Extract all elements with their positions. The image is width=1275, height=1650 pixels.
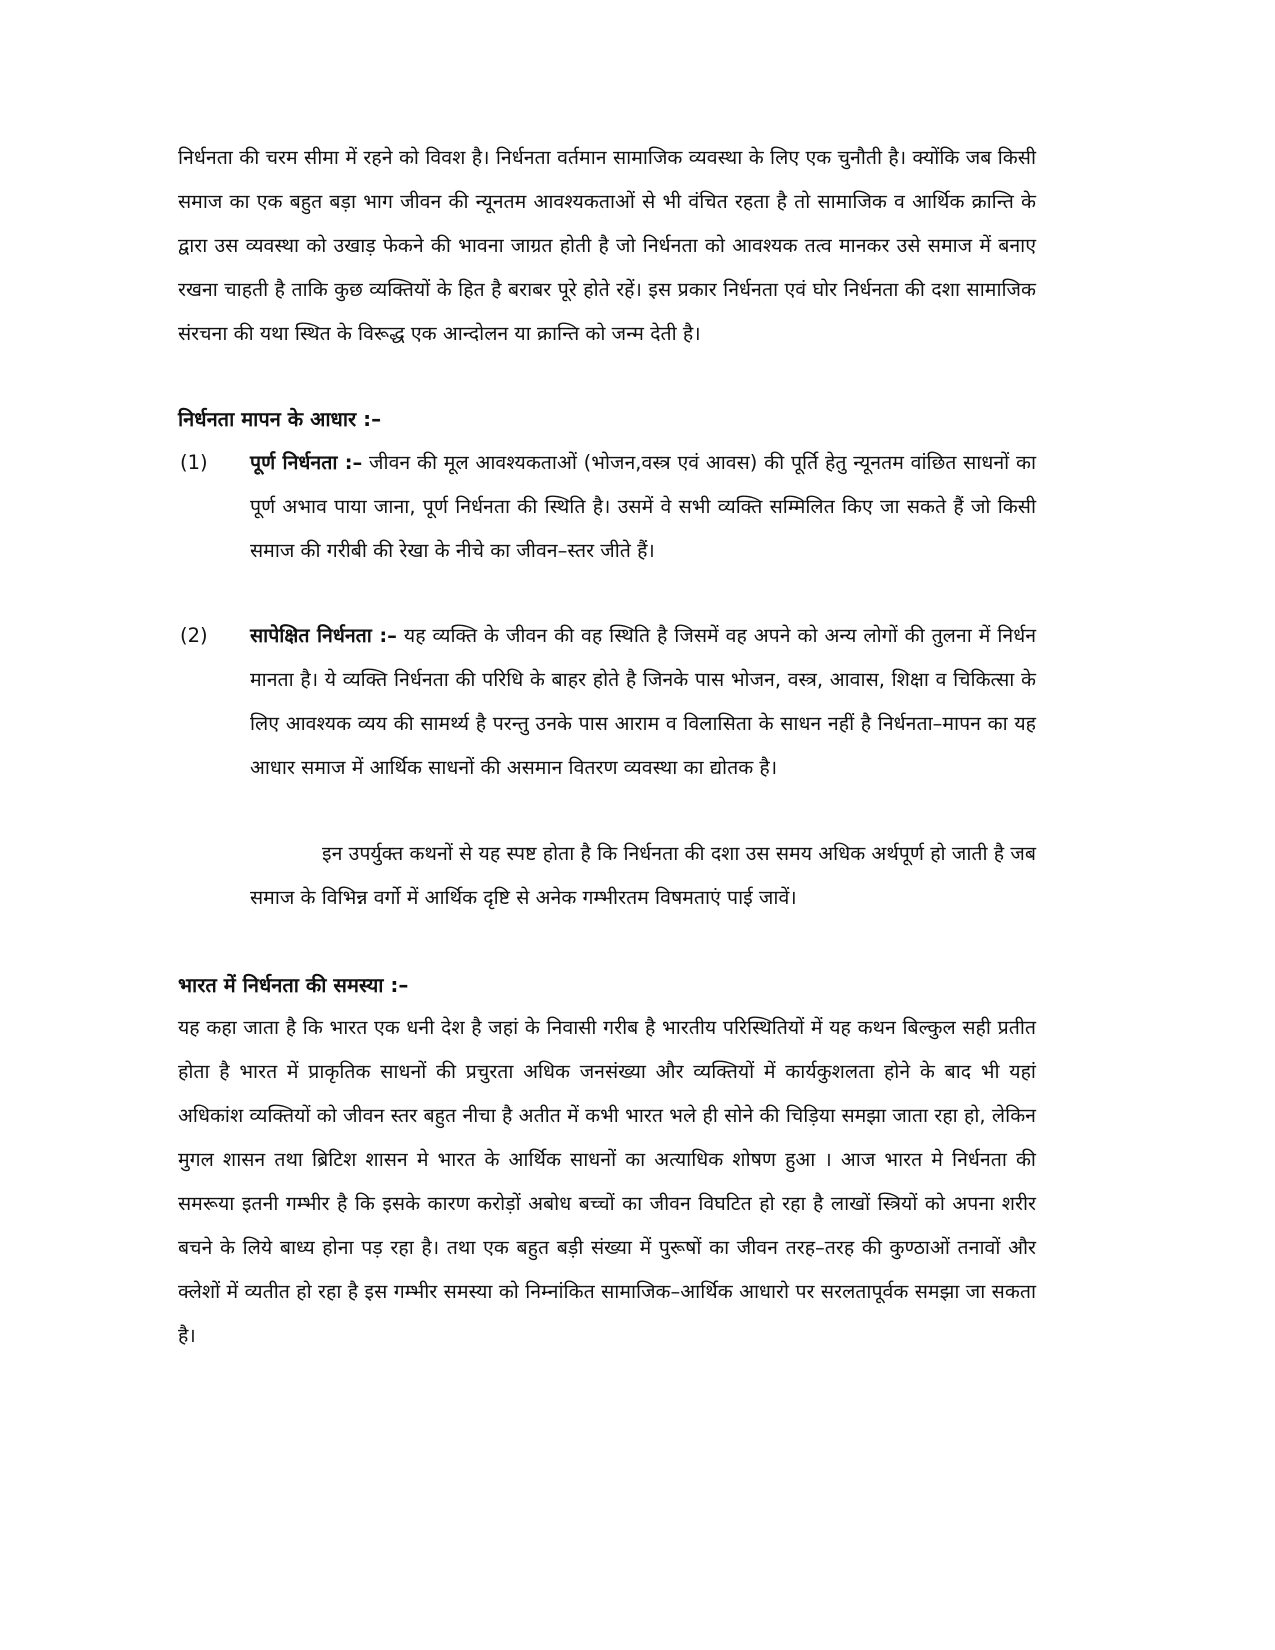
intro-paragraph: निर्धनता की चरम सीमा में रहने को विवश है। निर्धनता वर्तमान सामाजिक व्यवस्था के लिए एक चुनौती है। क्योंकि जब किसी समाज का एक बहुत बड़ा भाग जीवन की न्यूनतम आवश्यकताओं से भी वंचित रहता है तो सामाजिक व आर्थिक क्रान्ति के द्वारा उस व्यवस्था को उखाड़ फेकने की भावना जाग्रत होती है जो निर्धनता को आवश्यक तत्व मानकर उसे समाज में बनाए रखना चाहती है ताकि कुछ व्यक्तियों के हित है बराबर पूरे होते रहें। इस प्रकार निर्धनता एवं घोर निर्धनता की दशा सामाजिक संरचना की यथा स्थित के विरूद्ध एक आन्दोलन या क्रान्ति को जन्म देती है। [178, 146, 1036, 345]
absolute-poverty-text: जीवन की मूल आवश्यकताओं (भोजन,वस्त्र एवं आवस) की पूर्ति हेतु न्यूनतम वांछित साधनों का पूर्ण अभाव पाया जाना, पूर्ण निर्धनता की स्थिति है। उसमें वे सभी व्यक्ति सम्मिलित किए जा सकते हैं जो किसी समाज की गरीबी की रेखा के नीचे का जीवन–स्तर जीते हैं। [250, 451, 1037, 562]
conclusion-paragraph [250, 832, 1036, 920]
list-item-absolute-poverty [250, 441, 1036, 573]
relative-poverty-text: यह व्यक्ति के जीवन की वह स्थिति है जिसमें वह अपने को अन्य लोगों की तुलना में निर्धन मानता है। ये व्यक्ति निर्धनता की परिधि के बाहर होते है जिनके पास भोजन, वस्त्र, आवास, शिक्षा व चिकित्सा के लिए आवश्यक व्यय की सामर्थ्य है परन्तु उनके पास आराम व विलासिता के साधन नहीं है निर्धनता–मापन का यह आधार समाज में आर्थिक साधनों की असमान वितरण व्यवस्था का द्योतक है। [250, 624, 1037, 779]
conclusion-text: इन उपर्युक्त कथनों से यह स्पष्ट होता है कि निर्धनता की दशा उस समय अधिक अर्थपूर्ण हो जाती है जब समाज के विभिन्न वर्गो में आर्थिक दृष्टि से अनेक गम्भीरतम विषमताएं पाई जावें। [250, 842, 1036, 909]
list-item-relative-poverty [250, 614, 1036, 790]
poverty-in-india-paragraph: यह कहा जाता है कि भारत एक धनी देश है जहां के निवासी गरीब है भारतीय परिस्थितियों में यह कथन बिल्कुल सही प्रतीत होता है भारत में प्राकृतिक साधनों की प्रचुरता अधिक जनसंख्या और व्यक्तियों में कार्यकुशलता होने के बाद भी यहां अधिकांश व्यक्तियों को जीवन स्तर बहुत नीचा है अतीत में कभी भारत भले ही सोने की चिड़िया समझा जाता रहा हो, लेकिन मुगल शासन तथा ब्रिटिश शासन मे भारत के आर्थिक साधनों का अत्याधिक शोषण हुआ । आज भारत मे निर्धनता की समरूया इतनी गम्भीर है कि इसके कारण करोड़ों अबोध बच्चों का जीवन विघटित हो रहा है लाखों स्त्रियों को अपना शरीर बचने के लिये बाध्य होना पड़ रहा है। तथा एक बहुत बड़ी संख्या में पुरूषों का जीवन तरह–तरह की कुण्ठाओं तनावों और क्लेशों में व्यतीत हो रहा है इस गम्भीर समस्या को निम्नांकित सामाजिक–आर्थिक आधारो पर सरलतापूर्वक समझा जा सकता है। [178, 1016, 1036, 1347]
list-number: (1) [180, 451, 208, 474]
section-heading-poverty-in-india: भारत में निर्धनता की समस्या :– [178, 973, 409, 997]
term-absolute-poverty: पूर्ण निर्धनता :– [250, 451, 363, 474]
list-number: (2) [180, 624, 208, 647]
section-heading-poverty-measurement: निर्धनता मापन के आधार :– [178, 407, 382, 431]
term-relative-poverty: सापेक्षित निर्धनता :– [250, 624, 397, 647]
